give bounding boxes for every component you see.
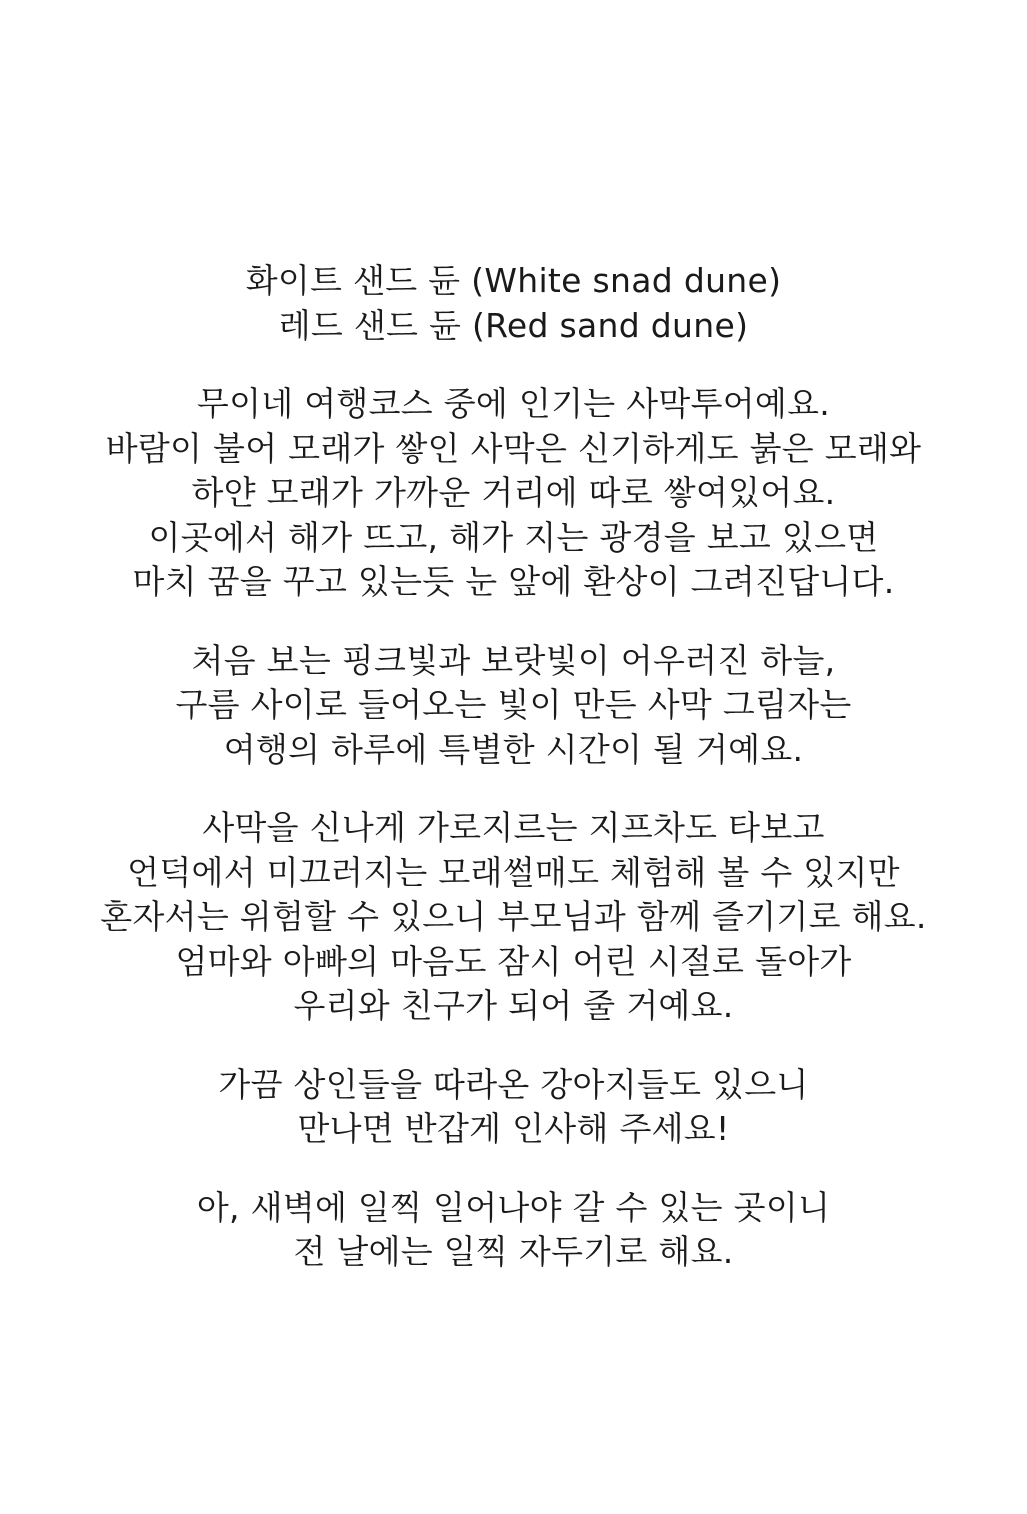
paragraph-gap [0, 1029, 1027, 1063]
paragraph-1-line-1: 무이네 여행코스 중에 인기는 사막투어예요. [196, 384, 831, 423]
paragraph-5-line-2: 전 날에는 일찍 자두기로 해요. [293, 1232, 734, 1271]
title-line-1: 화이트 샌드 듄 (White snad dune) [245, 261, 782, 300]
paragraph-1-line-5: 마치 꿈을 꾸고 있는듯 눈 앞에 환상이 그려진답니다. [132, 562, 895, 601]
paragraph-gap [0, 605, 1027, 639]
paragraph-gap [0, 772, 1027, 806]
paragraph-gap [0, 348, 1027, 382]
paragraph-2-line-3: 여행의 하루에 특별한 시간이 될 거예요. [223, 729, 804, 769]
paragraph-2-line-2: 구름 사이로 들어오는 빛이 만든 사막 그림자는 [175, 685, 852, 724]
paragraph-3-line-3: 혼자서는 위험할 수 있으니 부모님과 함께 즐기기로 해요. [100, 897, 927, 936]
paragraph-2-line-1: 처음 보는 핑크빛과 보랏빛이 어우러진 하늘, [191, 640, 836, 680]
paragraph-3-line-1: 사막을 신나게 가로지르는 지프차도 타보고 [202, 808, 825, 847]
paragraph-5-line-1: 아, 새벽에 일찍 일어나야 갈 수 있는 곳이니 [196, 1187, 831, 1227]
title-line-2: 레드 샌드 듄 (Red sand dune) [278, 305, 749, 345]
paragraph-3-line-2: 언덕에서 미끄러지는 모래썰매도 체험해 볼 수 있지만 [127, 852, 900, 892]
paragraph-1-line-3: 하얀 모래가 가까운 거리에 따로 쌓여있어요. [191, 473, 836, 512]
paragraph-3-line-5: 우리와 친구가 되어 줄 거예요. [293, 986, 734, 1025]
document-body [0, 259, 1027, 1275]
paragraph-gap [0, 1152, 1027, 1186]
paragraph-4-line-2: 만나면 반갑게 인사해 주세요! [297, 1109, 730, 1148]
paragraph-3-line-4: 엄마와 아빠의 마음도 잠시 어린 시절로 돌아가 [175, 941, 852, 981]
paragraph-1-line-4: 이곳에서 해가 뜨고, 해가 지는 광경을 보고 있으면 [148, 517, 879, 557]
paragraph-1-line-2: 바람이 불어 모래가 쌓인 사막은 신기하게도 붉은 모래와 [105, 428, 922, 468]
paragraph-4-line-1: 가끔 상인들을 따라온 강아지들도 있으니 [218, 1064, 809, 1104]
